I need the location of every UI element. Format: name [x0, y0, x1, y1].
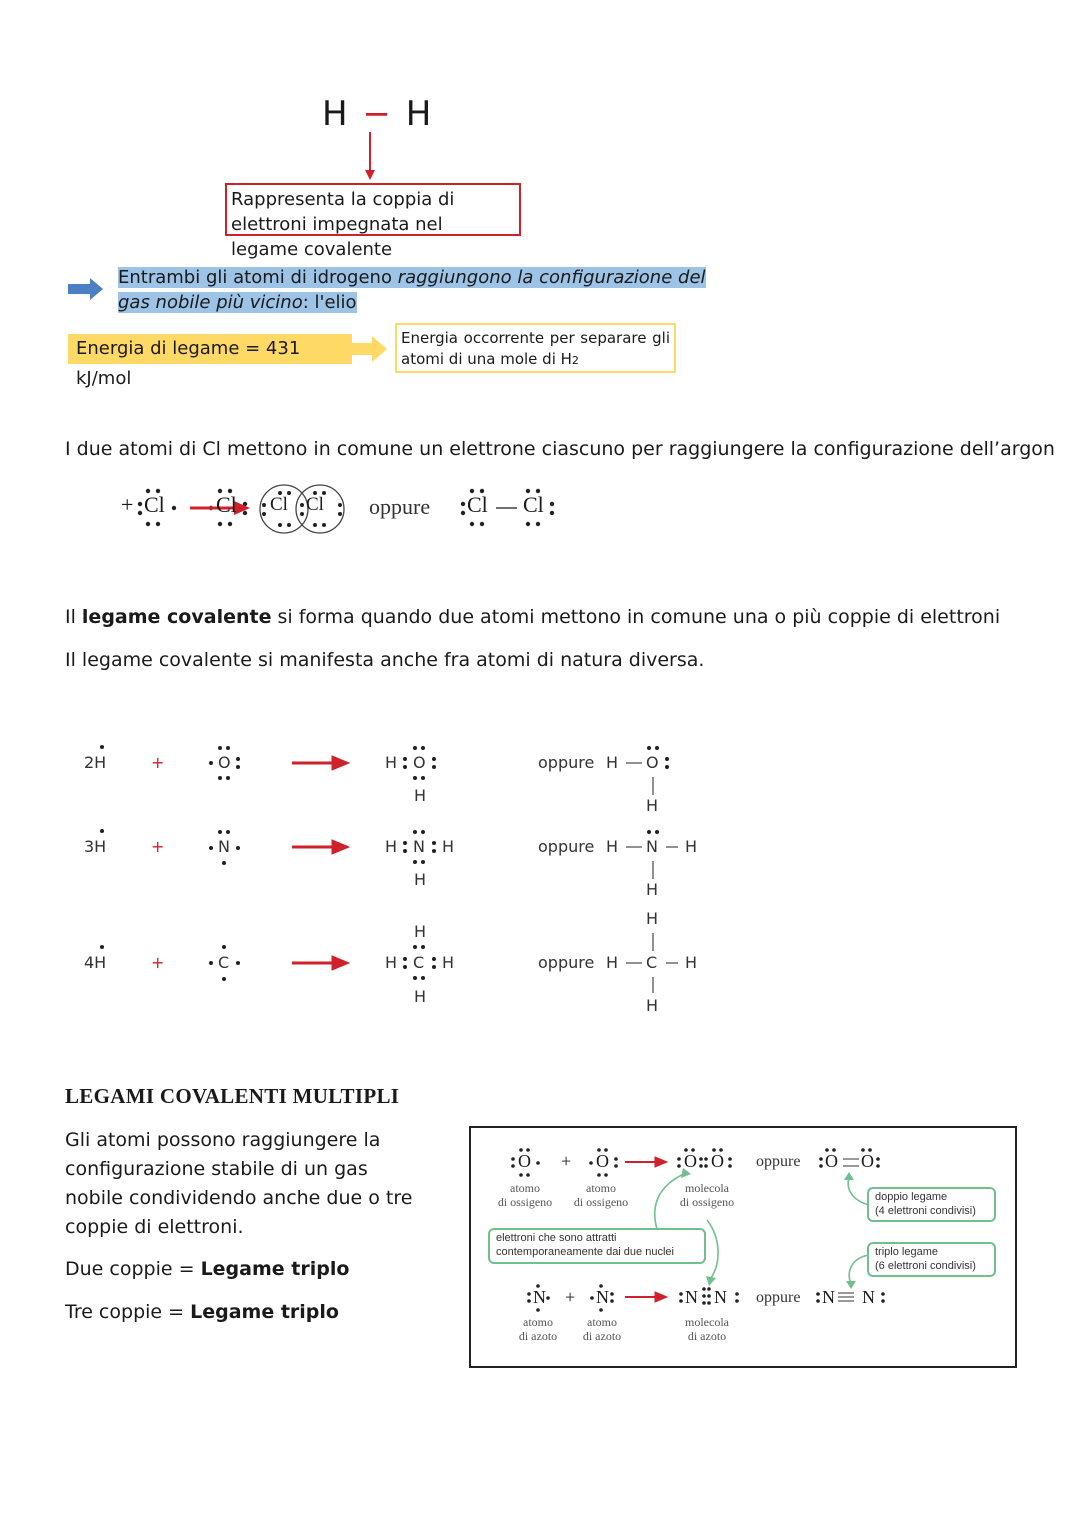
oppure-label: oppure [756, 1153, 801, 1170]
caption-oxygen-atom-2: atomo di ossigeno [573, 1181, 629, 1209]
bond-energy-label: Energia di legame = 431 kJ/mol [68, 334, 352, 364]
double-bond-callout: doppio legame (4 elettroni condivisi) [867, 1187, 996, 1222]
caption-nitrogen-molecule: molecola di azoto [685, 1315, 729, 1343]
struct-h-bottom: H [646, 796, 659, 815]
covalent-different-atoms: Il legame covalente si manifesta anche fra atomi di natura diversa. [65, 649, 705, 671]
multiple-bonds-paragraph: Gli atomi possono raggiungere la configurazione stabile di un gas nobile condividendo anche due o tre coppie di elettroni. [65, 1129, 413, 1238]
bond-dash: − [362, 94, 393, 134]
water-h: H [385, 753, 398, 772]
hydrogen-right: H [405, 94, 434, 134]
ammonia-n: N [413, 837, 425, 856]
struct-h-top: H [646, 909, 659, 928]
plus-sign: + [151, 953, 165, 972]
down-arrow-icon [362, 132, 378, 182]
ammonia-h-right: H [442, 837, 455, 856]
helium-statement-line2: gas nobile più vicino: l'elio [118, 292, 357, 313]
double-bond-o1: O [825, 1151, 838, 1171]
oppure-label: oppure [369, 494, 431, 519]
reactant-4h: 4H [84, 953, 107, 972]
caption-oxygen-atom-1: atomo di ossigeno [497, 1181, 553, 1209]
struct-n: N [646, 837, 658, 856]
struct-h-right: H [685, 837, 698, 856]
cl-bond-right: Cl [523, 492, 544, 517]
methane-h-left: H [385, 953, 398, 972]
water-h-bottom: H [414, 786, 427, 805]
cl-shared-2: Cl [306, 494, 324, 515]
methane-h-bottom: H [414, 987, 427, 1006]
plus-sign: + [151, 753, 165, 772]
struct-c: C [646, 953, 658, 972]
section-heading: LEGAMI COVALENTI MULTIPLI [65, 1084, 400, 1108]
reactions-lewis-diagram [60, 735, 720, 1020]
struct-h-bottom: H [646, 996, 659, 1015]
caption-oxygen-molecule: molecola di ossigeno [679, 1181, 735, 1209]
triple-bond-n1: N [822, 1287, 835, 1307]
h2-structural-formula [322, 94, 433, 134]
oppure-label: oppure [538, 953, 595, 972]
plus-sign: + [565, 1287, 576, 1307]
caption-nitrogen-atom-1: atomo di azoto [518, 1315, 558, 1343]
yellow-arrow-icon [350, 336, 388, 362]
chlorine-intro: I due atomi di Cl mettono in comune un elettrone ciascuno per raggiungere la configurazione dell’argon [65, 438, 1055, 460]
ammonia-h-left: H [385, 837, 398, 856]
helium-statement-line1: Entrambi gli atomi di idrogeno raggiungono la configurazione del [118, 267, 706, 288]
nitrogen-molecule-n1: N [685, 1287, 698, 1307]
ammonia-h-bottom: H [414, 870, 427, 889]
reactant-2h: 2H [84, 753, 107, 772]
water-o: O [413, 753, 426, 772]
electron-pair-note: Rappresenta la coppia di elettroni impegnata nel legame covalente [225, 183, 521, 236]
oppure-label: oppure [538, 753, 595, 772]
triple-bond-callout: triplo legame (6 elettroni condivisi) [867, 1242, 996, 1277]
double-bond-o2: O [861, 1151, 874, 1171]
methane-h-right: H [442, 953, 455, 972]
cl-shared-1: Cl [270, 494, 288, 515]
oppure-label: oppure [756, 1289, 801, 1306]
nitrogen-molecule-n2: N [714, 1287, 727, 1307]
struct-o: O [646, 753, 659, 772]
three-pairs-line: Tre coppie = Legame triplo [65, 1301, 339, 1323]
struct-h: H [606, 753, 619, 772]
oxygen-molecule-o2: O [711, 1151, 724, 1171]
oxygen-molecule-o1: O [684, 1151, 697, 1171]
hydrogen-left: H [322, 94, 350, 134]
methane-c: C [413, 953, 425, 972]
cl-atom-2: Cl [216, 492, 237, 517]
struct-h: H [606, 953, 619, 972]
methane-h-top: H [414, 922, 427, 941]
nitrogen-atom-2: N [596, 1287, 609, 1307]
nitrogen-atom: N [218, 837, 230, 856]
caption-nitrogen-atom-2: atomo di azoto [582, 1315, 622, 1343]
struct-h: H [606, 837, 619, 856]
two-pairs-line: Due coppie = Legame triplo [65, 1258, 350, 1280]
carbon-atom: C [218, 953, 230, 972]
triple-bond-n2: N [862, 1287, 875, 1307]
plus-sign: + [561, 1151, 572, 1171]
covalent-definition: Il legame covalente si forma quando due atomi mettono in comune una o più coppie di elettroni [65, 606, 1001, 628]
plus-sign: + [151, 837, 165, 856]
cl-atom-1: Cl [144, 492, 165, 517]
right-arrow-icon [68, 277, 104, 301]
nitrogen-atom-1: N [533, 1287, 546, 1307]
cl-bond-left: Cl [467, 492, 488, 517]
reactant-3h: 3H [84, 837, 107, 856]
struct-h-bottom: H [646, 880, 659, 899]
oppure-label: oppure [538, 837, 595, 856]
plus-sign: + [121, 492, 134, 517]
oxygen-atom: O [218, 753, 231, 772]
struct-h-right: H [685, 953, 698, 972]
oxygen-atom-1: O [518, 1151, 531, 1171]
oxygen-atom-2: O [596, 1151, 609, 1171]
shared-electrons-callout: elettroni che sono attratti contemporaneamente dai due nuclei [488, 1228, 706, 1264]
bond-energy-note: Energia occorrente per separare gli atomi di una mole di H2 [395, 323, 676, 373]
